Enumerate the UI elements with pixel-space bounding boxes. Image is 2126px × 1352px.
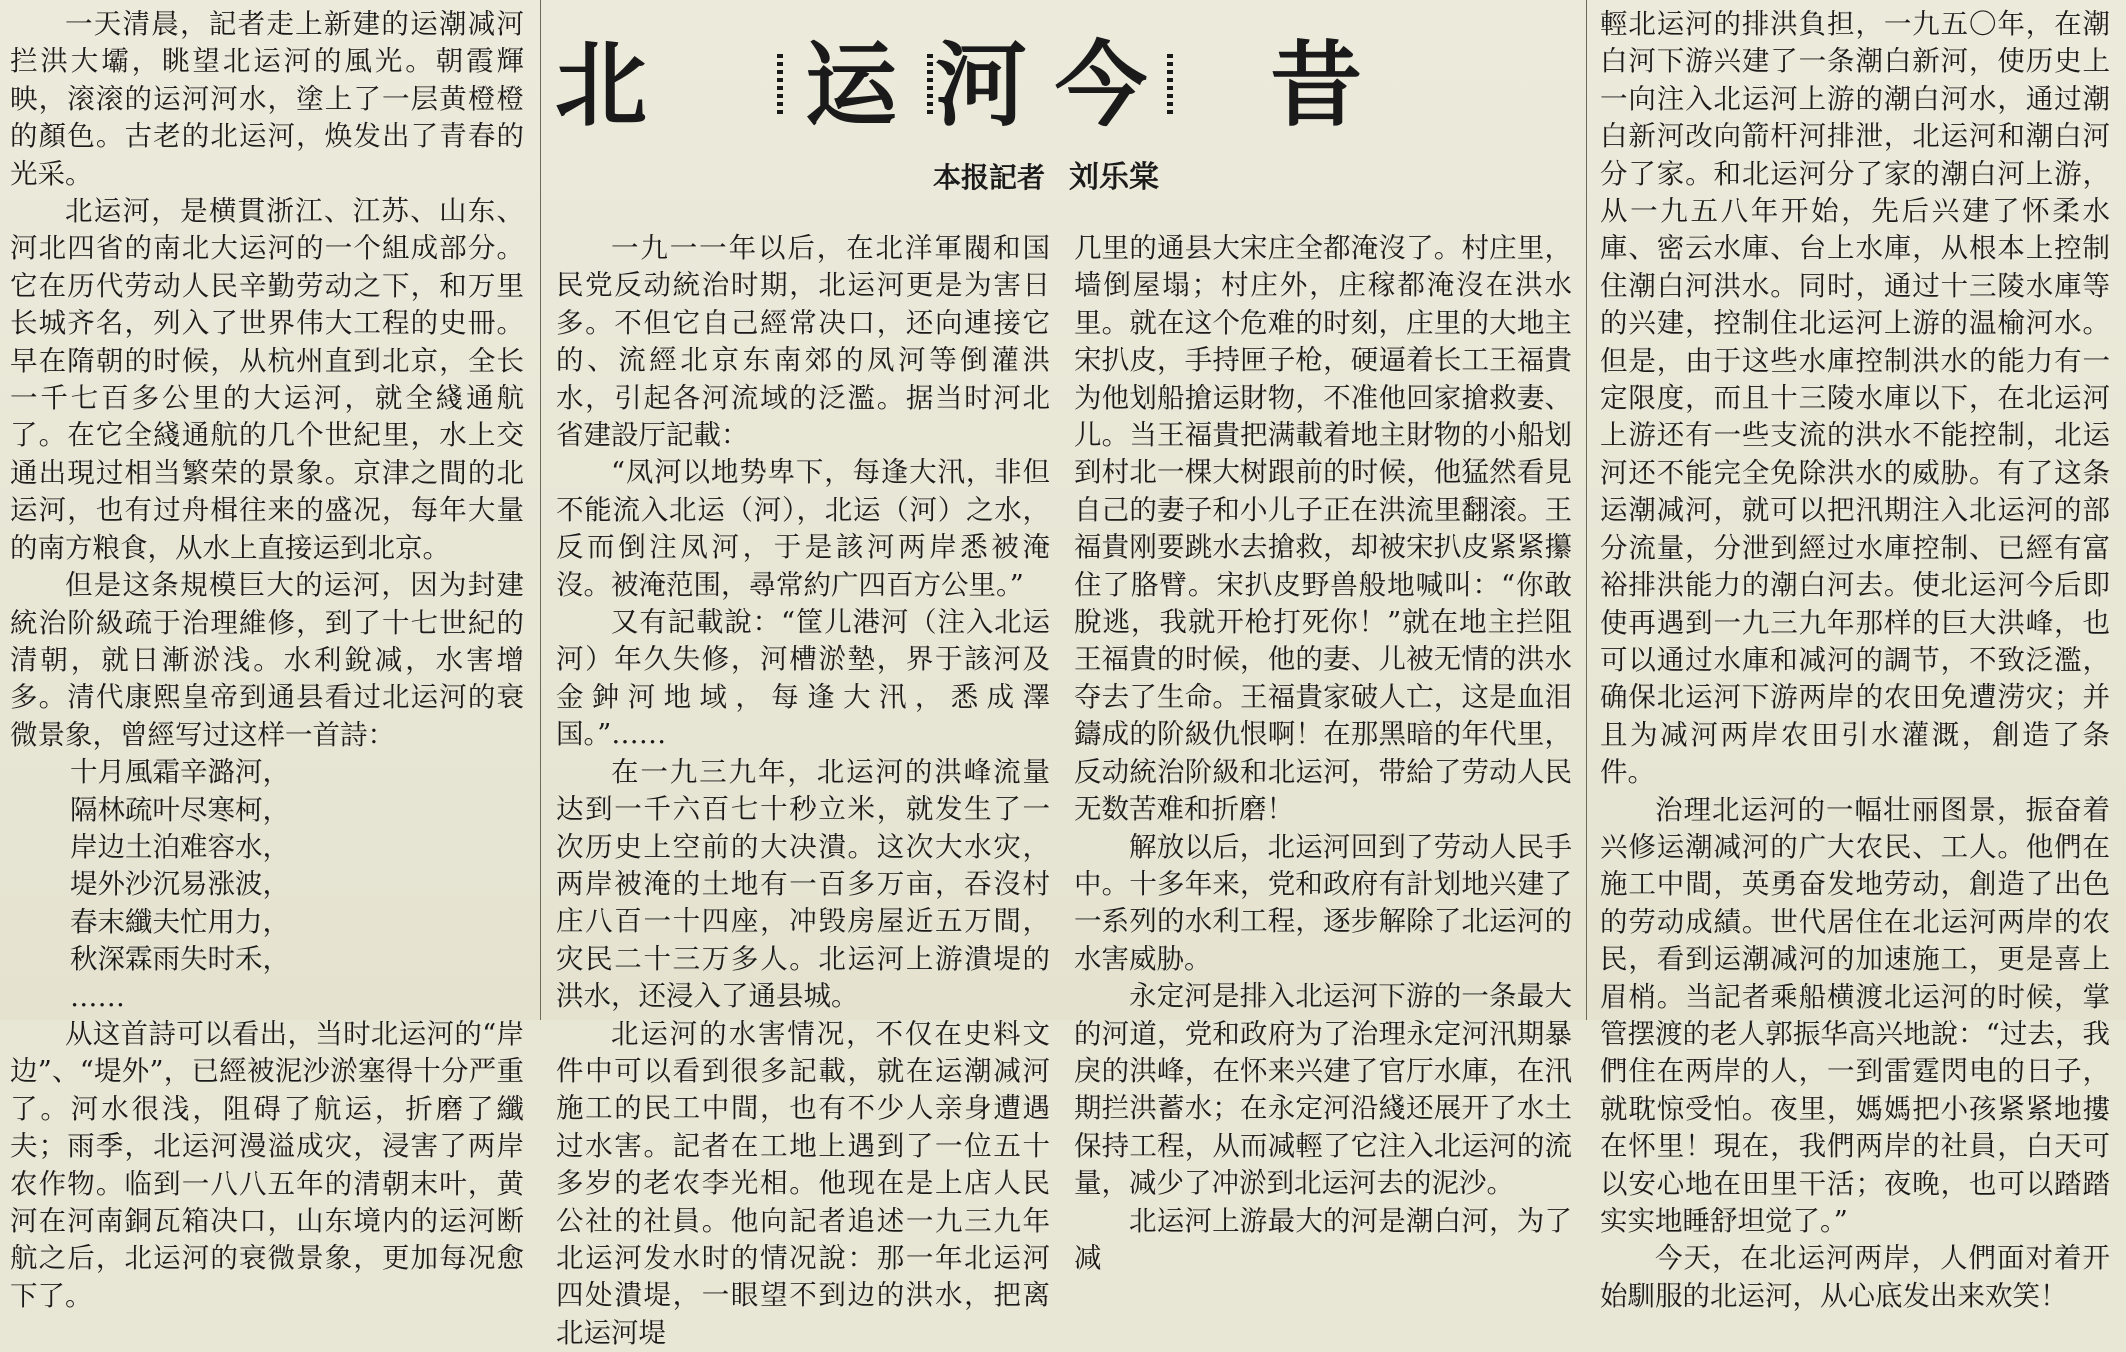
paragraph: 一九一一年以后，在北洋軍閥和国民党反动統治时期，北运河更是为害日多。不但它自己經常决口，还向連接它的、流經北京东南郊的凤河等倒灌洪水，引起各河流域的泛濫。据当时河北省建設厅記載： bbox=[556, 232, 1050, 452]
article-column-4 bbox=[1600, 6, 2110, 1312]
poem-line: …… bbox=[70, 980, 125, 1013]
paragraph: 北运河上游最大的河是潮白河，为了减 bbox=[1074, 1204, 1572, 1274]
article-column-1 bbox=[10, 6, 524, 1312]
paragraph: 北运河的水害情况，不仅在史料文件中可以看到很多記載，就在运潮减河施工的民工中間，也有不少人亲身遭遇过水害。記者在工地上遇到了一位五十多岁的老农李光相。他现在是上店人民公社的社員。他向記者追述一九三九年北运河发水时的情况說：那一年北运河四处潰堤，一眼望不到边的洪水，把离北运河堤 bbox=[556, 1017, 1050, 1349]
byline bbox=[933, 158, 1159, 198]
paragraph: 解放以后，北运河回到了劳动人民手中。十多年来，党和政府有計划地兴建了一系列的水利工程，逐步解除了北运河的水害威胁。 bbox=[1074, 830, 1572, 975]
poem-line: 堤外沙沉易涨波， bbox=[70, 868, 290, 901]
column-divider bbox=[540, 0, 541, 1020]
paragraph: 从这首詩可以看出，当时北运河的“岸边”、“堤外”，已經被泥沙淤塞得十分严重了。河水很浅，阻碍了航运，折磨了纖夫；雨季，北运河漫溢成灾，浸害了两岸农作物。临到一八八五年的清朝末叶，黄河在河南銅瓦箱决口，山东境内的运河断航之后，北运河的衰微景象，更加每况愈下了。 bbox=[10, 1017, 524, 1312]
column-divider bbox=[1586, 0, 1587, 1020]
headline bbox=[555, 26, 1175, 146]
article-column-3 bbox=[1074, 230, 1572, 1274]
poem-line: 岸边土泊难容水， bbox=[70, 830, 290, 863]
poem-line: 秋深霖雨失时禾， bbox=[70, 943, 290, 976]
byline-author: 刘乐棠 bbox=[1069, 160, 1160, 195]
headline-char: 河 bbox=[935, 32, 1028, 139]
headline-char: 昔 bbox=[1270, 32, 1363, 139]
paragraph: 今天，在北运河两岸，人們面对着开始馴服的北运河，从心底发出来欢笑！ bbox=[1600, 1242, 2110, 1312]
paragraph: “凤河以地势卑下，每逢大汛，非但不能流入北运（河），北运（河）之水，反而倒注凤河，于是該河两岸悉被淹沒。被淹范围，尋常約广四百方公里。” bbox=[556, 456, 1050, 601]
paragraph: 一天清晨，記者走上新建的运潮减河拦洪大壩，眺望北运河的風光。朝霞輝映，滚滚的运河河水，塗上了一层黄橙橙的顏色。古老的北运河，焕发出了青春的光采。 bbox=[10, 8, 524, 190]
paragraph: 北运河，是横貫浙江、江苏、山东、河北四省的南北大运河的一个組成部分。它在历代劳动人民辛勤劳动之下，和万里长城齐名，列入了世界伟大工程的史冊。早在隋朝的时候，从杭州直到北京，全长一千七百多公里的大运河，就全綫通航了。在它全綫通航的几个世紀里，水上交通出現过相当繁荣的景象。京津之間的北运河，也有过舟楫往来的盛况，每年大量的南方粮食，从水上直接运到北京。 bbox=[10, 195, 524, 564]
paragraph: 永定河是排入北运河下游的一条最大的河道，党和政府为了治理永定河汛期暴戾的洪峰，在怀来兴建了官厅水庫，在汛期拦洪蓄水；在永定河沿綫还展开了水土保持工程，从而减輕了它注入北运河的流量，减少了冲淤到北运河去的泥沙。 bbox=[1074, 980, 1572, 1200]
headline-ornament bbox=[777, 54, 783, 114]
paragraph: 在一九三九年，北运河的洪峰流量达到一千六百七十秒立米，就发生了一次历史上空前的大决潰。这次大水灾，两岸被淹的土地有一百多万亩，吞沒村庄八百一十四座，冲毁房屋近五万間，灾民二十三万多人。北运河上游潰堤的洪水，还浸入了通县城。 bbox=[556, 755, 1050, 1013]
paragraph: 輕北运河的排洪負担，一九五〇年，在潮白河下游兴建了一条潮白新河，使历史上一向注入北运河上游的潮白河水，通过潮白新河改向箭杆河排泄，北运河和潮白河分了家。和北运河分了家的潮白河上游，从一九五八年开始，先后兴建了怀柔水庫、密云水庫、台上水庫，从根本上控制住潮白河洪水。同时，通过十三陵水庫等的兴建，控制住北运河上游的温榆河水。但是，由于这些水庫控制洪水的能力有一定限度，而且十三陵水庫以下，在北运河上游还有一些支流的洪水不能控制，北运河还不能完全免除洪水的威胁。有了这条运潮减河，就可以把汛期注入北运河的部分流量，分泄到經过水庫控制、已經有富裕排洪能力的潮白河去。使北运河今后即使再遇到一九三九年那样的巨大洪峰，也可以通过水庫和减河的調节，不致泛濫，确保北运河下游两岸的农田免遭涝灾；并且为减河两岸农田引水灌溉，創造了条件。 bbox=[1600, 8, 2110, 789]
paragraph: 治理北运河的一幅壮丽图景，振奋着兴修运潮减河的广大农民、工人。他們在施工中間，英勇奋发地劳动，創造了出色的劳动成績。世代居住在北运河两岸的农民，看到运潮减河的加速施工，更是喜上眉梢。当記者乘船横渡北运河的时候，掌管摆渡的老人郭振华高兴地說：“过去，我們住在两岸的人，一到雷霆閃电的日子，就耽惊受怕。夜里，媽媽把小孩紧紧地摟在怀里！現在，我們两岸的社員，白天可以安心地在田里干活；夜晚，也可以踏踏实实地睡舒坦觉了。” bbox=[1600, 793, 2110, 1237]
poem-line: 隔林疏叶尽寒柯， bbox=[70, 793, 290, 826]
byline-role: 本报記者 bbox=[933, 161, 1046, 194]
paragraph: 又有記載說：“筐儿港河（注入北运河）年久失修，河槽淤墊，界于該河及金鈡河地域，每逢大汛，悉成澤国。”…… bbox=[556, 606, 1050, 751]
headline-char: 今 bbox=[1055, 32, 1148, 139]
paragraph: 几里的通县大宋庄全都淹沒了。村庄里，墙倒屋塌；村庄外，庄稼都淹沒在洪水里。就在这个危难的时刻，庄里的大地主宋扒皮，手持匣子枪，硬逼着长工王福貴为他划船搶运財物，不准他回家搶救妻、儿。当王福貴把满載着地主財物的小船划到村北一棵大树跟前的时候，他猛然看見自己的妻子和小儿子正在洪流里翻滚。王福貴刚要跳水去搶救，却被宋扒皮紧紧攥住了胳臂。宋扒皮野兽般地喊叫：“你敢脫逃，我就开枪打死你！”就在地主拦阻王福貴的时候，他的妻、儿被无情的洪水夺去了生命。王福貴家破人亡，这是血泪鑄成的阶級仇恨啊！在那黑暗的年代里，反动統治阶級和北运河，带給了劳动人民无数苦难和折磨！ bbox=[1074, 232, 1572, 826]
article-column-2 bbox=[556, 230, 1050, 1349]
headline-ornament bbox=[1167, 54, 1173, 114]
headline-char: 北 bbox=[555, 32, 648, 139]
headline-char: 运 bbox=[805, 32, 898, 139]
poem-line: 春末纖夫忙用力， bbox=[70, 905, 290, 938]
headline-ornament bbox=[927, 54, 933, 114]
paragraph: 但是这条規模巨大的运河，因为封建統治阶級疏于治理維修，到了十七世紀的清朝，就日漸淤浅。水利銳减，水害增多。清代康熙皇帝到通县看过北运河的衰微景象，曾經写过这样一首詩： bbox=[10, 569, 524, 751]
poem-line: 十月風霜辛潞河， bbox=[70, 756, 290, 789]
